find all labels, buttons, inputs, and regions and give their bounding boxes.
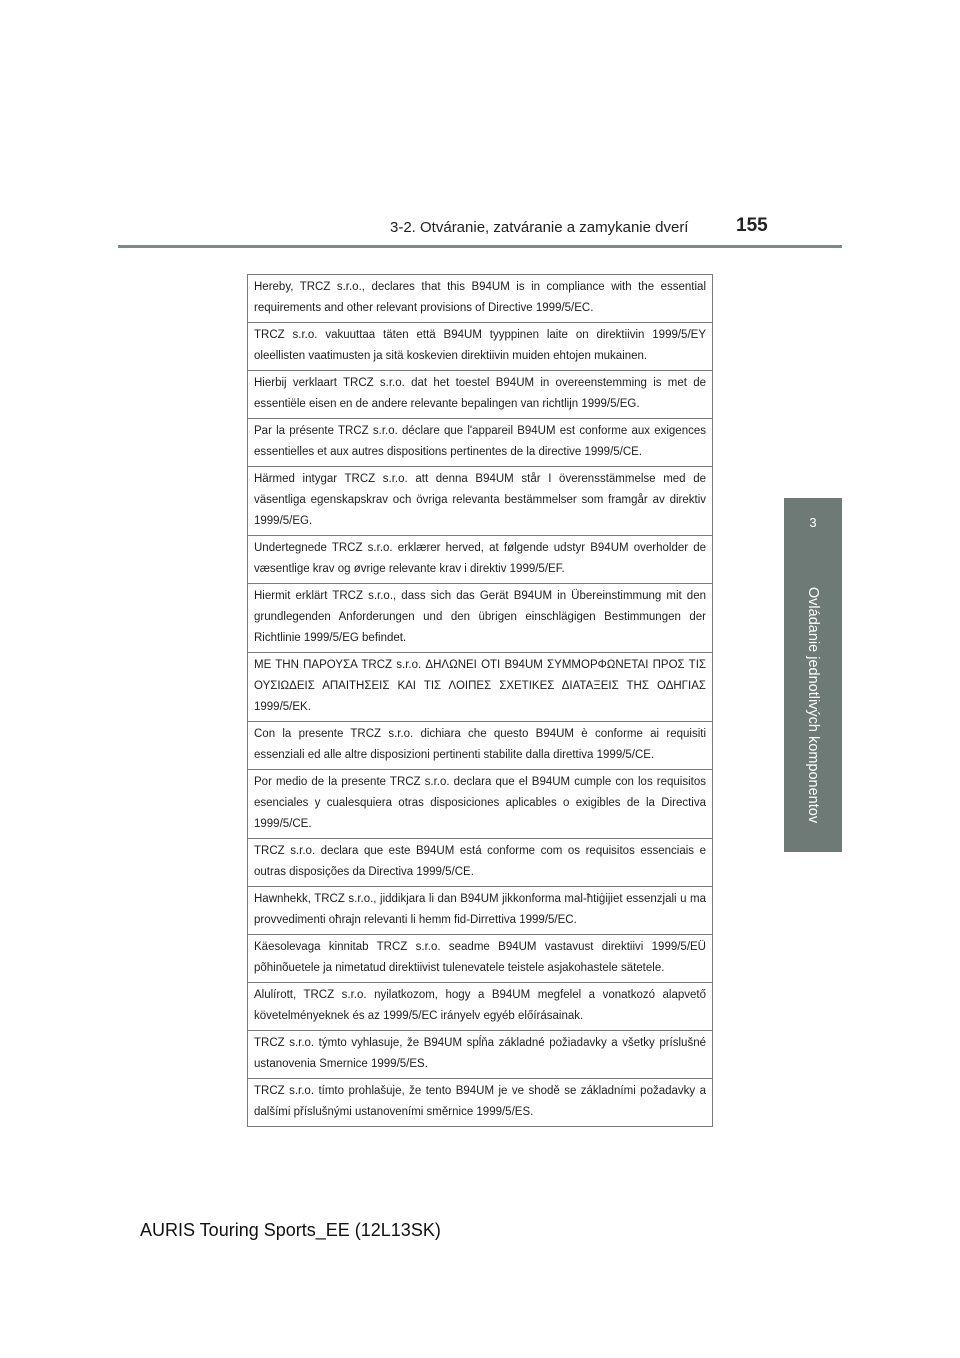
table-row: [248, 1031, 713, 1079]
declaration-cell-italian: Con la presente TRCZ s.r.o. dichiara che questo B94UM è conforme ai requisiti essenziali ed alle altre disposizioni pertinenti stabilite dalla direttiva 1999/5/CE.: [248, 722, 713, 770]
declaration-cell-czech: TRCZ s.r.o. tímto prohlašuje, že tento B94UM je ve shodě se základními požadavky a dalšími příslušnými ustanoveními směrnice 1999/5/ES.: [248, 1079, 713, 1127]
table-row: [248, 887, 713, 935]
page-number: 155: [736, 215, 768, 236]
table-row: [248, 275, 713, 323]
table-row: [248, 722, 713, 770]
declaration-cell-french: Par la présente TRCZ s.r.o. déclare que l'appareil B94UM est conforme aux exigences essentielles et aux autres dispositions pertinentes de la directive 1999/5/CE.: [248, 419, 713, 467]
table-row: [248, 323, 713, 371]
table-row: [248, 536, 713, 584]
declaration-cell-english: Hereby, TRCZ s.r.o., declares that this B94UM is in compliance with the essential requirements and other relevant provisions of Directive 1999/5/EC.: [248, 275, 713, 323]
declaration-cell-maltese: Hawnhekk, TRCZ s.r.o., jiddikjara li dan B94UM jikkonforma mal-ħtiġijiet essenzjali u ma provvedimenti oħrajn relevanti li hemm fid-Dirrettiva 1999/5/EC.: [248, 887, 713, 935]
declaration-cell-greek: ΜΕ ΤΗΝ ΠΑΡΟΥΣΑ TRCZ s.r.o. ΔΗΛΩΝΕΙ ΟΤΙ B94UM ΣΥΜΜΟΡΦΩΝΕΤΑΙ ΠΡΟΣ ΤΙΣ ΟΥΣΙΩΔΕΙΣ ΑΠΑΙΤΗΣΕΙΣ ΚΑΙ ΤΙΣ ΛΟΙΠΕΣ ΣΧΕΤΙΚΕΣ ΔΙΑΤΑΞΕΙΣ ΤΗΣ ΟΔΗΓΙΑΣ 1999/5/ΕΚ.: [248, 653, 713, 722]
declaration-cell-swedish: Härmed intygar TRCZ s.r.o. att denna B94UM står I överensstämmelse med de väsentliga egenskapskrav och övriga relevanta bestämmelser som framgår av direktiv 1999/5/EG.: [248, 467, 713, 536]
declaration-cell-danish: Undertegnede TRCZ s.r.o. erklærer herved, at følgende udstyr B94UM overholder de væsentlige krav og øvrige relevante krav i direktiv 1999/5/EF.: [248, 536, 713, 584]
table-row: [248, 770, 713, 839]
table-row: [248, 983, 713, 1031]
declaration-cell-spanish: Por medio de la presente TRCZ s.r.o. declara que el B94UM cumple con los requisitos esenciales y cualesquiera otras disposiciones aplicables o exigibles de la Directiva 1999/5/CE.: [248, 770, 713, 839]
chapter-number-tab: 3: [784, 498, 842, 558]
page-header-section-title: 3-2. Otváranie, zatváranie a zamykanie dverí: [390, 219, 689, 236]
table-row: [248, 839, 713, 887]
declaration-cell-german: Hiermit erklärt TRCZ s.r.o., dass sich das Gerät B94UM in Übereinstimmung mit den grundlegenden Anforderungen und den übrigen einschlägigen Bestimmungen der Richtlinie 1999/5/EG befindet.: [248, 584, 713, 653]
declaration-cell-finnish: TRCZ s.r.o. vakuuttaa täten että B94UM tyyppinen laite on direktiivin 1999/5/EY oleellisten vaatimusten ja sitä koskevien direktiivin muiden ehtojen mukainen.: [248, 323, 713, 371]
table-row: [248, 935, 713, 983]
declaration-cell-hungarian: Alulírott, TRCZ s.r.o. nyilatkozom, hogy a B94UM megfelel a vonatkozó alapvető követelményeknek és az 1999/5/EC irányelv egyéb előírásainak.: [248, 983, 713, 1031]
declaration-cell-portuguese: TRCZ s.r.o. declara que este B94UM está conforme com os requisitos essenciais e outras disposições da Directiva 1999/5/CE.: [248, 839, 713, 887]
compliance-declarations-table: [247, 274, 713, 1127]
table-row: [248, 467, 713, 536]
table-row: [248, 1079, 713, 1127]
table-row: [248, 653, 713, 722]
footer-model-text: AURIS Touring Sports_EE (12L13SK): [140, 1220, 441, 1240]
chapter-side-bar: Ovládanie jednotlivých komponentov: [784, 558, 842, 852]
declaration-cell-estonian: Käesolevaga kinnitab TRCZ s.r.o. seadme B94UM vastavust direktiivi 1999/5/EÜ põhinõuetele ja nimetatud direktiivist tulenevatele teistele asjakohastele sätetele.: [248, 935, 713, 983]
header-divider: [118, 245, 842, 248]
table-row: [248, 419, 713, 467]
table-row: [248, 584, 713, 653]
declaration-cell-slovak: TRCZ s.r.o. týmto vyhlasuje, že B94UM spĺňa základné požiadavky a všetky príslušné ustanovenia Smernice 1999/5/ES.: [248, 1031, 713, 1079]
declaration-cell-dutch: Hierbij verklaart TRCZ s.r.o. dat het toestel B94UM in overeenstemming is met de essentiële eisen en de andere relevante bepalingen van richtlijn 1999/5/EG.: [248, 371, 713, 419]
table-row: [248, 371, 713, 419]
